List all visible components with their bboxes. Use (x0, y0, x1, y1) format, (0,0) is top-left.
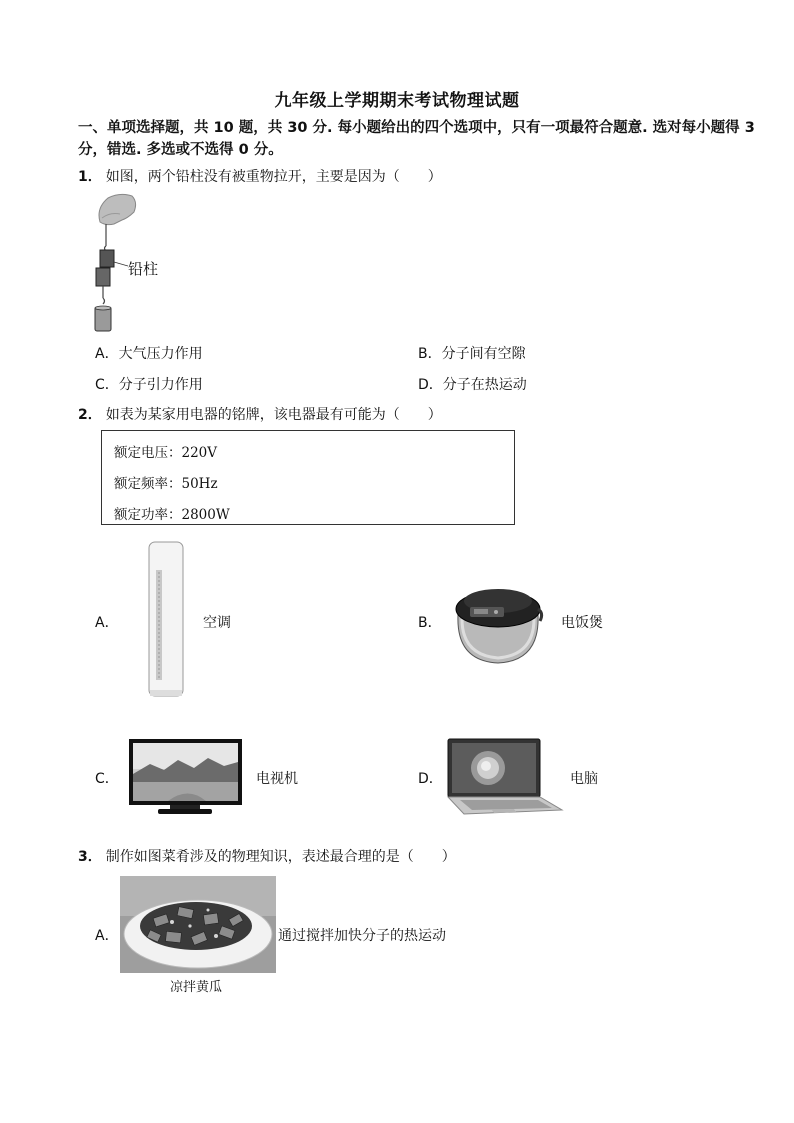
nameplate-table (101, 430, 515, 525)
television-image (128, 738, 243, 820)
spec-power: 额定功率：2800W (114, 507, 230, 523)
page-title: 九年级上学期期末考试物理试题 (274, 91, 520, 111)
q3-option-a-text: 通过搅拌加快分子的热运动 (278, 928, 446, 944)
question-3-text: 制作如图菜肴涉及的物理知识，表述最合理的是（ ） (105, 849, 456, 865)
q2-option-b-label[interactable]: B． (418, 615, 442, 631)
question-3-number: 3． (78, 849, 102, 865)
section-heading: 一、单项选择题，共 10 题，共 30 分. 每小题给出的四个选项中，只有一项最符合题意. 选对每小题得 3 分，错选. 多选或不选得 0 分。 (78, 120, 755, 158)
question-1 (78, 166, 442, 186)
cucumber-salad-caption: 凉拌黄瓜 (170, 980, 223, 995)
lead-cylinder-label: 铅柱 (128, 260, 159, 278)
question-1-number: 1． (78, 169, 102, 185)
spec-voltage: 额定电压：220V (114, 445, 218, 461)
air-conditioner-image (146, 540, 186, 700)
q2-option-d-label[interactable]: D． (418, 771, 443, 787)
q1-option-a[interactable]: A．大气压力作用 (95, 346, 203, 362)
q3-option-a-label[interactable]: A． (95, 928, 119, 944)
rice-cooker-image (448, 575, 548, 667)
q2-option-a-label[interactable]: A． (95, 615, 119, 631)
q2-option-c-caption: 电视机 (256, 771, 298, 787)
q1-option-c[interactable]: C．分子引力作用 (95, 377, 203, 393)
question-2-number: 2． (78, 407, 102, 423)
question-1-text: 如图，两个铅柱没有被重物拉开，主要是因为（ ） (105, 169, 442, 185)
q2-option-b-caption: 电饭煲 (561, 615, 603, 631)
q2-option-c-label[interactable]: C． (95, 771, 119, 787)
question-2-text: 如表为某家用电器的铭牌，该电器最有可能为（ ） (105, 407, 442, 423)
question-3 (78, 846, 456, 866)
cucumber-salad-image (120, 876, 276, 973)
q2-option-d-caption: 电脑 (570, 771, 598, 787)
q2-option-a-caption: 空调 (203, 615, 231, 631)
q1-option-d[interactable]: D．分子在热运动 (418, 377, 527, 393)
spec-frequency: 额定频率：50Hz (114, 476, 218, 492)
q1-option-b[interactable]: B．分子间有空隙 (418, 346, 526, 362)
laptop-image (442, 738, 564, 818)
question-2 (78, 404, 442, 424)
